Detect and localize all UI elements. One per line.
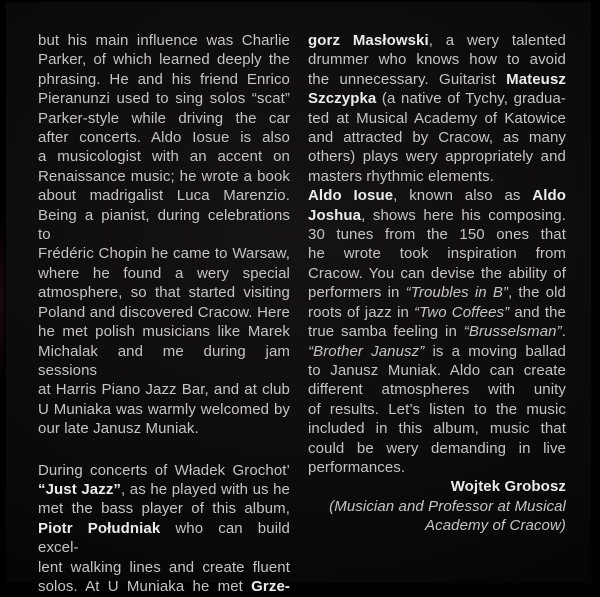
text-line: [308, 361, 566, 380]
text-line: [38, 50, 290, 69]
text-line: [308, 206, 566, 225]
text-line: [308, 128, 566, 147]
text-line: [308, 244, 566, 263]
text-run: Frédéric Chopin he came to Warsaw,: [38, 245, 290, 263]
paragraph-block: [38, 461, 290, 597]
text-line: [308, 342, 566, 361]
text-line: [38, 577, 290, 596]
text-run: different atmospheres with unity: [308, 381, 566, 399]
text-line: [38, 461, 290, 480]
text-line: [308, 147, 566, 166]
text-line: [38, 380, 290, 399]
text-run: could be wery demanding in live: [308, 439, 566, 457]
text-run: Being a pianist, during celebrations to: [38, 206, 290, 244]
text-line: [308, 283, 566, 302]
text-line: [308, 31, 566, 50]
text-line: [308, 70, 566, 89]
text-run: U Muniaka was warmly welcomed by: [38, 400, 290, 418]
text-line: [38, 303, 290, 322]
text-run: Pieranunzi used to sing solos “scat”: [38, 90, 290, 108]
paragraph-block: [308, 31, 566, 186]
paragraph-block: [38, 31, 290, 439]
paragraph-block: [308, 477, 566, 535]
text-line: [308, 225, 566, 244]
text-line: [38, 419, 290, 438]
text-line: [308, 380, 566, 399]
text-run: Grze-: [251, 577, 290, 595]
text-run: Academy of Cracow): [424, 517, 566, 535]
text-run: met the bass player of this album,: [38, 500, 290, 518]
text-run: (a native of Tychy, gradua-: [376, 90, 566, 108]
text-line: [308, 458, 566, 477]
text-run: our late Janusz Muniak.: [38, 420, 199, 438]
text-run: performances.: [308, 458, 406, 476]
text-run: , as he played with us he: [121, 480, 290, 498]
text-run: Aldo Iosue: [308, 187, 394, 205]
text-line: [308, 186, 566, 205]
text-line: [38, 519, 290, 558]
text-line: [38, 558, 290, 577]
text-run: masters rhythmic elements.: [308, 167, 494, 185]
text-run: , a wery talented: [428, 32, 567, 49]
text-line: [38, 342, 290, 381]
paragraph-block: [308, 186, 566, 477]
text-line: [308, 439, 566, 458]
text-run: , known also as: [393, 187, 533, 205]
text-run: he met polish musicians like Marek: [38, 323, 290, 341]
text-line: [308, 516, 566, 535]
text-run: to Janusz Muniak. Aldo can create: [308, 361, 566, 379]
text-run: performers in: [308, 284, 406, 302]
text-line: [38, 89, 290, 108]
text-run: phrasing. He and his friend Enrico: [38, 70, 290, 88]
text-run: , the old: [508, 284, 566, 302]
text-line: [308, 50, 566, 69]
text-line: [38, 244, 290, 263]
text-line: [38, 400, 290, 419]
text-run: and attracted by Cracow, as many: [308, 129, 566, 147]
text-run: is a moving ballad: [424, 342, 566, 360]
text-line: [38, 186, 290, 205]
text-run: “Just Jazz”: [38, 480, 122, 498]
text-run: true samba feeling in: [308, 323, 464, 341]
text-line: [308, 322, 566, 341]
text-run: roots of jazz in: [308, 303, 415, 321]
text-line: [308, 264, 566, 283]
text-run: solos. At U Muniaka he met: [38, 577, 252, 595]
text-run: Mateusz: [506, 70, 566, 88]
text-run: a musicologist with an accent on: [38, 148, 290, 166]
text-line: [38, 322, 290, 341]
text-run: Poland and discovered Cracow. Here: [38, 303, 290, 321]
text-run: Wojtek Grobosz: [450, 478, 566, 496]
text-run: Joshua: [308, 206, 362, 224]
text-run: drummer who knows how to avoid: [308, 51, 566, 69]
text-run: .: [561, 323, 566, 341]
text-line: [308, 303, 566, 322]
text-run: Aldo: [532, 187, 567, 205]
text-line: [308, 497, 566, 516]
text-line: [38, 70, 290, 89]
text-line: [38, 147, 290, 166]
text-run: the unnecessary. Guitarist: [308, 70, 507, 88]
text-line: [38, 480, 290, 499]
text-run: “Brusselsman”: [463, 323, 562, 341]
text-run: and the: [509, 303, 566, 321]
text-run: Parker-style while driving the car: [38, 109, 290, 127]
text-line: [38, 499, 290, 518]
text-line: [38, 109, 290, 128]
right-column: [308, 31, 566, 536]
text-run: after concerts. Aldo Iosue is also: [38, 129, 290, 147]
text-run: included in this album, music that: [308, 420, 566, 438]
text-run: atmosphere, so that started visiting: [38, 284, 290, 302]
text-run: Szczypka: [308, 90, 377, 108]
text-line: [38, 167, 290, 186]
text-run: , shows here his composing.: [361, 206, 566, 224]
text-run: lent walking lines and create fluent: [38, 558, 290, 576]
left-column: [38, 31, 290, 596]
text-line: [308, 167, 566, 186]
text-run: “Two Coffees”: [414, 303, 510, 321]
text-run: “Brother Janusz”: [308, 342, 425, 360]
text-run: Piotr Południak: [38, 519, 161, 537]
text-run: 30 tunes from the 150 ones that: [308, 226, 566, 244]
text-line: [38, 283, 290, 302]
text-run: gorz Masłowski: [308, 32, 429, 49]
text-run: Parker, of which learned deeply the: [38, 51, 290, 69]
text-run: about madrigalist Luca Marenzio.: [38, 187, 290, 205]
text-line: [38, 31, 290, 50]
text-run: (Musician and Professor at Musical: [329, 497, 566, 515]
text-line: [38, 264, 290, 283]
text-line: [308, 109, 566, 128]
text-line: [38, 128, 290, 147]
text-line: [38, 206, 290, 245]
text-line: [308, 89, 566, 108]
text-run: he wrote took inspiration from: [308, 245, 566, 263]
text-run: During concerts of Władek Grochot’: [38, 461, 290, 479]
text-run: who can build excel-: [38, 519, 290, 557]
text-run: ted at Musical Academy of Katowice: [308, 109, 566, 127]
text-run: others) plays wery appropriately and: [308, 148, 566, 166]
text-run: “Troubles in B”: [405, 284, 509, 302]
text-run: where he found a wery special: [38, 264, 290, 282]
text-run: of results. Let’s listen to the music: [308, 400, 566, 418]
text-run: at Harris Piano Jazz Bar, and at club: [38, 381, 290, 399]
text-run: Renaissance music; he wrote a book: [38, 167, 290, 185]
text-run: but his main influence was Charlie: [38, 32, 290, 49]
text-run: Michalak and me during jam sessions: [38, 342, 290, 379]
text-line: [308, 477, 566, 496]
text-run: Cracow. You can devise the ability of: [308, 264, 566, 282]
text-line: [308, 400, 566, 419]
text-line: [308, 419, 566, 438]
